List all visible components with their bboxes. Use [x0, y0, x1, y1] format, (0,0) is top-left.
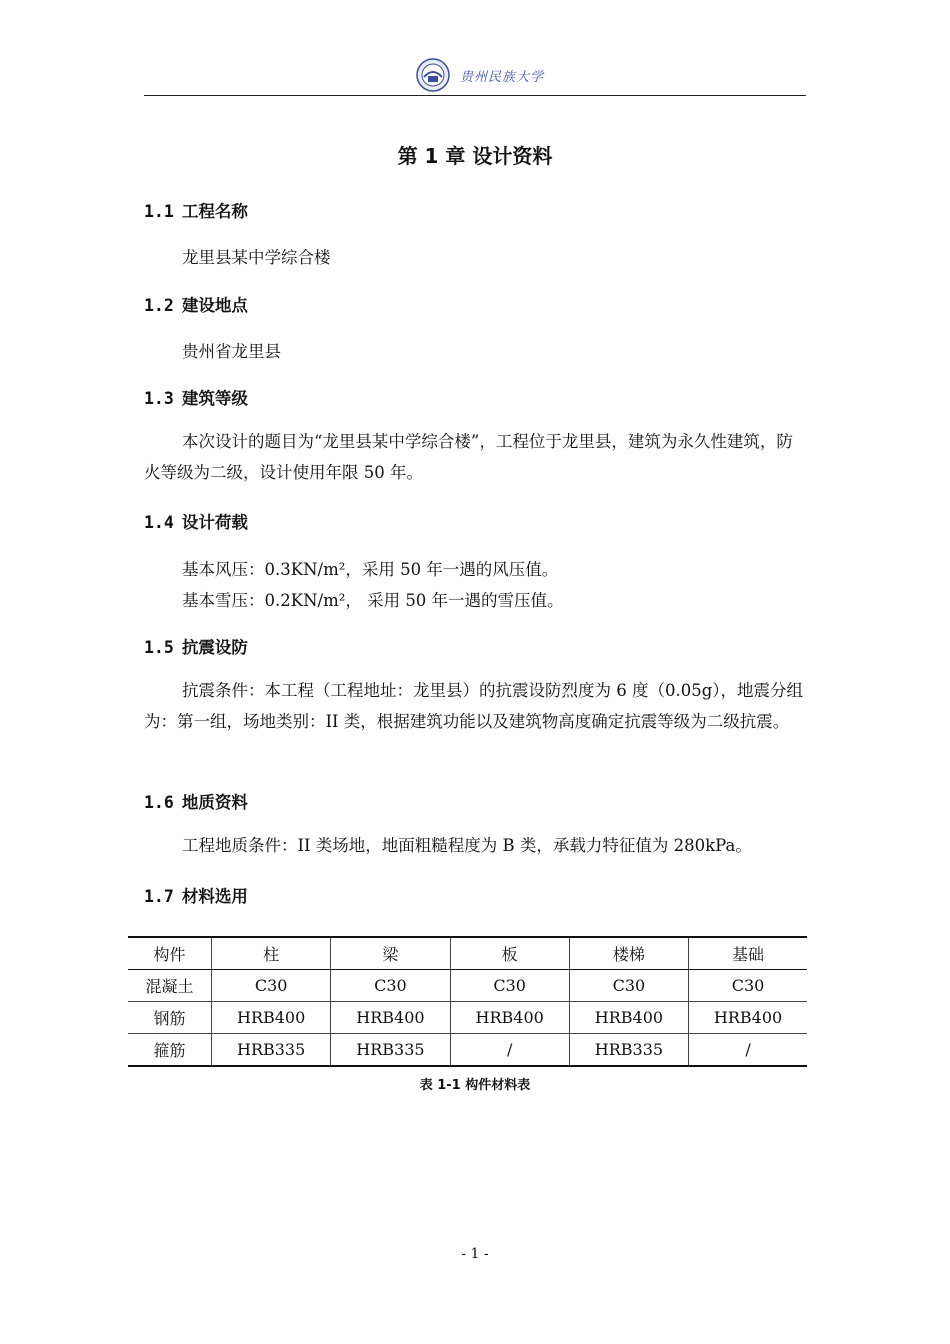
table-cell: /	[689, 1034, 807, 1067]
section-title: 设计荷载	[181, 513, 248, 532]
section-title: 工程名称	[181, 202, 248, 221]
location-text: 贵州省龙里县	[182, 342, 281, 361]
table-header-cell: 楼梯	[569, 937, 688, 970]
section-title: 建筑等级	[181, 389, 248, 408]
table-cell: C30	[331, 970, 450, 1002]
section-heading-1-4	[144, 509, 248, 533]
project-name-text: 龙里县某中学综合楼	[182, 248, 331, 267]
section-number: 1.1	[144, 202, 174, 221]
table-row	[128, 1002, 807, 1034]
section-number: 1.6	[144, 793, 174, 812]
section-heading-1-6	[144, 789, 248, 813]
geology-paragraph: 工程地质条件：II 类场地，地面粗糙程度为 B 类，承载力特征值为 280kPa。	[182, 836, 752, 855]
wind-pressure-text: 基本风压：0.3KN/m²，采用 50 年一遇的风压值。	[182, 560, 559, 579]
page-header	[144, 52, 806, 96]
section-title: 地质资料	[181, 793, 248, 812]
section-heading-1-1	[144, 198, 248, 222]
table-cell: HRB335	[331, 1034, 450, 1067]
section-title: 抗震设防	[181, 638, 248, 657]
section-number: 1.2	[144, 296, 174, 315]
table-cell: HRB400	[689, 1002, 807, 1034]
table-cell: C30	[212, 970, 331, 1002]
table-cell: HRB400	[331, 1002, 450, 1034]
table-cell: C30	[450, 970, 569, 1002]
table-header-row	[128, 937, 807, 970]
table-cell: HRB400	[450, 1002, 569, 1034]
table-header-cell: 柱	[212, 937, 331, 970]
table-header-cell: 基础	[689, 937, 807, 970]
section-number: 1.4	[144, 513, 174, 532]
table-row	[128, 1034, 807, 1067]
section-number: 1.7	[144, 887, 174, 906]
section-number: 1.3	[144, 389, 174, 408]
section-title: 材料选用	[181, 887, 248, 906]
table-cell: 箍筋	[128, 1034, 212, 1067]
table-header-cell: 板	[450, 937, 569, 970]
chapter-title: 第 1 章 设计资料	[397, 144, 553, 168]
table-header-cell: 梁	[331, 937, 450, 970]
section-title: 建设地点	[181, 296, 248, 315]
table-header-cell: 构件	[128, 937, 212, 970]
section-heading-1-5	[144, 634, 248, 658]
university-name: 贵州民族大学	[460, 70, 545, 85]
snow-pressure-text: 基本雪压：0.2KN/m²， 采用 50 年一遇的雪压值。	[182, 591, 564, 610]
table-caption: 表 1-1 构件材料表	[419, 1078, 531, 1093]
section-heading-1-2	[144, 292, 248, 316]
grade-paragraph: 本次设计的题目为“龙里县某中学综合楼”，工程位于龙里县，建筑为永久性建筑，防火等级为二级，设计使用年限 50 年。	[144, 432, 793, 482]
university-logo-icon	[416, 58, 450, 92]
table-cell: /	[450, 1034, 569, 1067]
section-heading-1-7	[144, 883, 248, 907]
table-cell: C30	[689, 970, 807, 1002]
table-cell: 混凝土	[128, 970, 212, 1002]
table-cell: C30	[569, 970, 688, 1002]
table-cell: HRB400	[569, 1002, 688, 1034]
page-number: - 1 -	[461, 1246, 489, 1262]
table-row	[128, 970, 807, 1002]
table-cell: 钢筋	[128, 1002, 212, 1034]
seismic-paragraph: 抗震条件：本工程（工程地址：龙里县）的抗震设防烈度为 6 度（0.05g），地震分组为：第一组，场地类别：II 类，根据建筑功能以及建筑物高度确定抗震等级为二级抗震。	[144, 681, 804, 731]
table-cell: HRB335	[212, 1034, 331, 1067]
table-cell: HRB335	[569, 1034, 688, 1067]
table-cell: HRB400	[212, 1002, 331, 1034]
section-number: 1.5	[144, 638, 174, 657]
materials-table	[128, 936, 807, 1067]
section-heading-1-3	[144, 385, 248, 409]
